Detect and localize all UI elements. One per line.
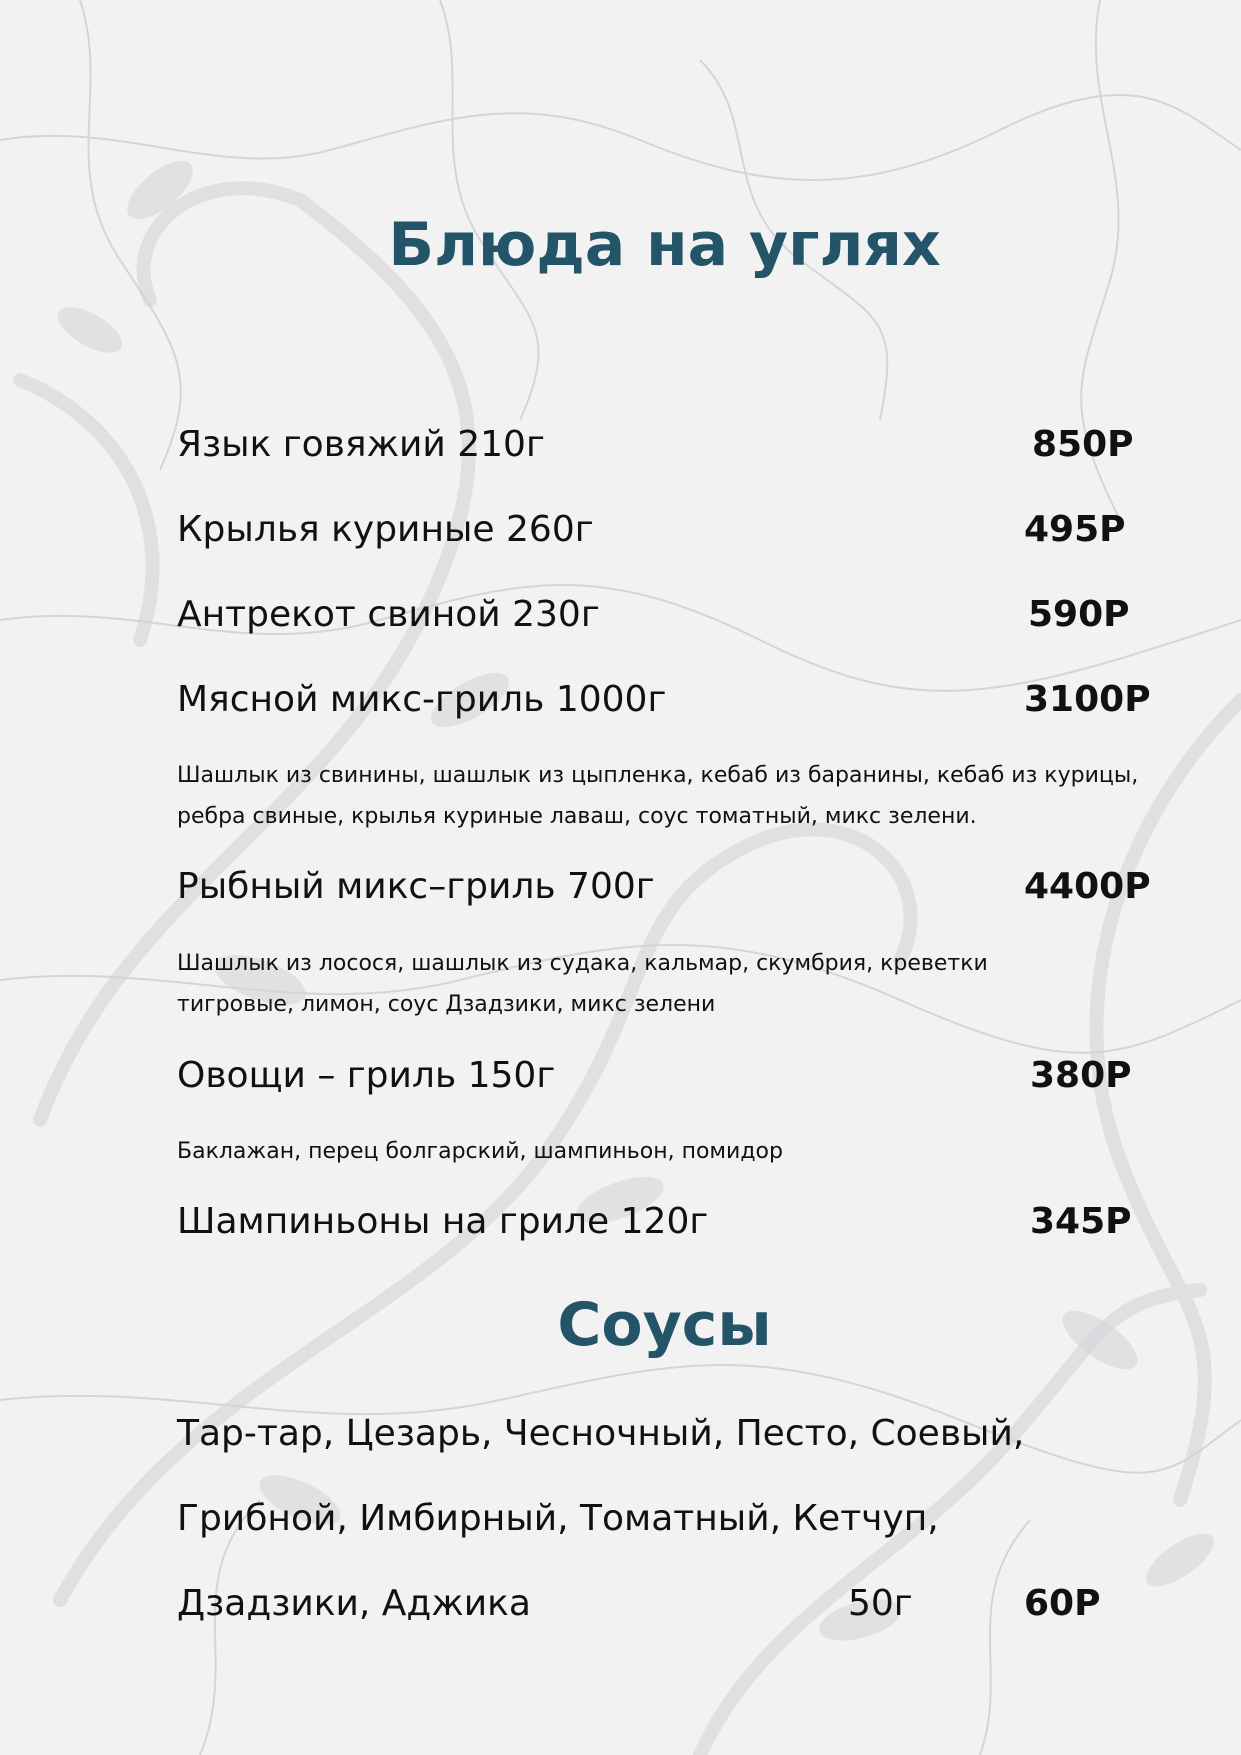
sauce-list-line: Тар-тар, Цезарь, Чесночный, Песто, Соевый, (177, 1413, 1025, 1454)
menu-item-description: Шашлык из лосося, шашлык из судака, кальмар, скумбрия, креветки тигровые, лимон, соус Дзадзики, микс зелени (177, 951, 988, 1017)
menu-item-name: Овощи – гриль 150г (177, 1055, 556, 1096)
menu-item-price: 850Р (1032, 424, 1134, 465)
menu-item-description: Баклажан, перец болгарский, шампиньон, помидор (177, 1139, 783, 1164)
menu-item-name: Крылья куриные 260г (177, 509, 594, 550)
section-title-sauces: Соусы (557, 1290, 772, 1360)
sauce-list-line: Дзадзики, Аджика (177, 1583, 531, 1624)
menu-item-name: Шампиньоны на гриле 120г (177, 1201, 709, 1242)
sauce-weight: 50г (848, 1583, 913, 1624)
menu-item-price: 345Р (1030, 1201, 1132, 1242)
menu-item-name: Рыбный микс–гриль 700г (177, 866, 655, 907)
sauce-list-line: Грибной, Имбирный, Томатный, Кетчуп, (177, 1498, 939, 1539)
menu-item-price: 380Р (1030, 1055, 1132, 1096)
sauce-price: 60Р (1024, 1583, 1101, 1624)
menu-item-price: 590Р (1028, 594, 1130, 635)
menu-item-price: 495Р (1024, 509, 1126, 550)
menu-item-price: 3100Р (1024, 679, 1151, 720)
menu-item-name: Мясной микс-гриль 1000г (177, 679, 667, 720)
menu-item-name: Язык говяжий 210г (177, 424, 545, 465)
menu-item-name: Антрекот свиной 230г (177, 594, 600, 635)
menu-item-price: 4400Р (1024, 866, 1151, 907)
section-title-grill: Блюда на углях (388, 210, 941, 280)
menu-item-description: Шашлык из свинины, шашлык из цыпленка, кебаб из баранины, кебаб из курицы, ребра свиные, крылья куриные лаваш, соус томатный, микс зелени. (177, 763, 1139, 829)
